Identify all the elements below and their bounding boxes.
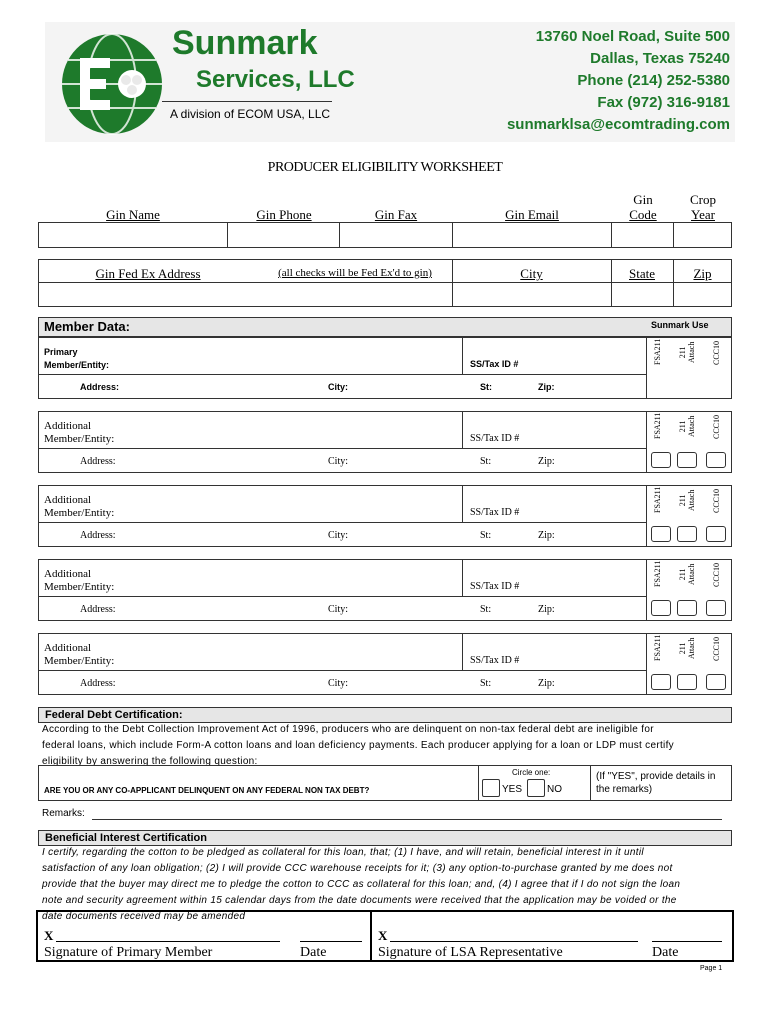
fedex-row-divider [38, 282, 732, 283]
company-address-block [507, 26, 730, 136]
question-col-div-2 [590, 765, 591, 801]
city-label-1: City: [328, 382, 348, 392]
member-entity-label-3-b: Member/Entity: [44, 507, 115, 519]
page-number: Page 1 [700, 965, 723, 972]
ccc10-checkbox-2[interactable] [706, 452, 726, 468]
phone-line: Phone (214) 252-5380 [577, 72, 730, 89]
member-row-4-use-div [646, 559, 647, 621]
gin-name-field[interactable] [38, 222, 228, 248]
member-row-1-divider [38, 374, 646, 375]
lsa-date-label: Date [652, 945, 679, 960]
zip-label-1: Zip: [538, 382, 555, 392]
federal-debt-title: Federal Debt Certification: [38, 707, 732, 723]
attach-col-label-4-a: 211 [678, 568, 687, 581]
member-row-2-ss-div [462, 411, 463, 448]
member-entity-label-1-a: Primary [44, 347, 78, 357]
member-entity-label-4-a: Additional [44, 568, 92, 580]
remarks-label: Remarks: [42, 808, 85, 819]
attach-checkbox-2[interactable] [677, 452, 697, 468]
member-data-header-bar [38, 317, 732, 337]
attach-col-label-4 [678, 564, 696, 585]
gin-phone-field[interactable] [227, 222, 340, 248]
address-label-2: Address: [80, 456, 116, 467]
address-label-5: Address: [80, 678, 116, 689]
email-line: sunmarklsa@ecomtrading.com [506, 116, 730, 133]
gin-fax-field[interactable] [339, 222, 453, 248]
attach-col-label-5 [678, 638, 696, 659]
city-header: City [520, 266, 543, 281]
member-entity-label-2-b: Member/Entity: [44, 433, 115, 445]
yes-note-line1: (If "YES", provide details in [596, 771, 716, 782]
member-row-2-divider [38, 448, 646, 449]
zip-label-5: Zip: [538, 678, 555, 689]
lsa-signature-line[interactable] [390, 941, 638, 942]
zip-header: Zip [693, 266, 712, 281]
circle-one-label: Circle one: [512, 768, 551, 777]
city-label-3: City: [328, 530, 349, 541]
fax-line: Fax (972) 316-9181 [597, 94, 730, 111]
zip-label-3: Zip: [538, 530, 555, 541]
member-entity-label-5-a: Additional [44, 642, 92, 654]
lsa-signature-label: Signature of LSA Representative [378, 945, 563, 960]
ccc10-col-label-5: CCC10 [712, 636, 721, 661]
federal-line-2: federal loans, which include Form-A cotton loans and loan deficiency payments. Each producer applying for a loan or LDP must certify [42, 740, 674, 751]
zip-label-4: Zip: [538, 604, 555, 615]
member-entity-field-2[interactable] [44, 413, 460, 447]
beneficial-line-1: I certify, regarding the cotton to be pledged as collateral for this loan, that; (1) I have, and will retain, beneficial interest in it until [42, 847, 644, 858]
beneficial-title: Beneficial Interest Certification [38, 830, 732, 846]
city-label-5: City: [328, 678, 349, 689]
ss-tax-label-1: SS/Tax ID # [470, 359, 519, 369]
city-label-2: City: [328, 456, 349, 467]
ccc10-col-label-1: CCC10 [712, 340, 721, 365]
fsa211-checkbox-3[interactable] [651, 526, 671, 542]
ccc10-checkbox-3[interactable] [706, 526, 726, 542]
member-entity-field-1[interactable] [44, 339, 460, 373]
attach-col-label-3-b: Attach [687, 489, 696, 511]
signature-divider [370, 910, 372, 962]
attach-col-label-1 [678, 342, 696, 363]
beneficial-line-5: date documents received may be amended [42, 911, 246, 922]
gin-fax-header: Gin Fax [374, 207, 418, 222]
fsa211-col-label-1: FSA211 [653, 338, 662, 365]
st-label-3: St: [480, 530, 492, 541]
ecom-globe-logo-icon [58, 30, 166, 138]
crop-year-field[interactable] [673, 222, 732, 248]
ccc10-col-label-3: CCC10 [712, 488, 721, 513]
ss-tax-label-2: SS/Tax ID # [470, 433, 520, 444]
st-label-2: St: [480, 456, 492, 467]
lsa-date-line[interactable] [652, 941, 722, 942]
primary-sign-x: X [44, 928, 54, 943]
member-row-4-ss-div [462, 559, 463, 596]
fsa211-col-label-2: FSA211 [653, 412, 662, 439]
fedex-address-header: Gin Fed Ex Address [95, 266, 201, 281]
primary-signature-line[interactable] [56, 941, 280, 942]
fedex-note: (all checks will be Fed Ex'd to gin) [278, 267, 432, 279]
federal-debt-text [42, 722, 732, 770]
crop-year-header-1: Crop [690, 192, 716, 207]
attach-col-label-4-b: Attach [687, 563, 696, 585]
yes-label: YES [502, 784, 523, 795]
member-row-5-ss-div [462, 633, 463, 670]
no-checkbox[interactable] [527, 779, 545, 797]
gin-code-header-2: Code [629, 207, 657, 222]
attach-checkbox-3[interactable] [677, 526, 697, 542]
fsa211-checkbox-2[interactable] [651, 452, 671, 468]
attach-col-label-3-a: 211 [678, 494, 687, 507]
primary-date-line[interactable] [300, 941, 362, 942]
federal-line-1: According to the Debt Collection Improvement Act of 1996, producers who are delinquent on non-tax federal debt are ineligible for [42, 724, 654, 735]
state-header: State [629, 266, 655, 281]
primary-date-label: Date [300, 945, 327, 960]
member-entity-label-1-b: Member/Entity: [44, 360, 110, 370]
ss-tax-label-4: SS/Tax ID # [470, 581, 520, 592]
zip-label-2: Zip: [538, 456, 555, 467]
gin-code-header-1: Gin [633, 192, 653, 207]
member-row-2-use-div [646, 411, 647, 473]
address-label-1: Address: [80, 382, 120, 392]
fsa211-col-label-4: FSA211 [653, 560, 662, 587]
member-row-3-use-div [646, 485, 647, 547]
company-name-line1: Sunmark [172, 24, 318, 62]
member-entity-label-5-b: Member/Entity: [44, 655, 115, 667]
yes-note-line2: the remarks) [596, 784, 653, 795]
ccc10-col-label-4: CCC10 [712, 562, 721, 587]
member-row-1-ss-div [462, 337, 463, 374]
member-row-5-use-div [646, 633, 647, 695]
beneficial-line-3: provide that the buyer may direct me to pledge the cotton to CCC as collateral for this loan; and, (4) I agree that if I do not sign the loan [42, 879, 681, 890]
gin-code-field[interactable] [611, 222, 674, 248]
ccc10-checkbox-4[interactable] [706, 600, 726, 616]
gin-name-header: Gin Name [106, 207, 160, 222]
beneficial-line-2: satisfaction of any loan obligation; (2) I will provide CCC warehouse receipts for it; (3) any option-to-purchase granted by me does not [42, 863, 673, 874]
question-col-div-1 [478, 765, 479, 801]
gin-email-field[interactable] [452, 222, 612, 248]
beneficial-line-4: note and security agreement within 15 calendar days from the date documents were received that the application may be voided or the [42, 895, 677, 906]
member-entity-label-2-a: Additional [44, 420, 92, 432]
city-label-4: City: [328, 604, 349, 615]
member-row-3-divider [38, 522, 646, 523]
address-label-4: Address: [80, 604, 116, 615]
member-row-3-ss-div [462, 485, 463, 522]
member-entity-label-3-a: Additional [44, 494, 92, 506]
yes-note [596, 770, 715, 796]
member-entity-label-4-b: Member/Entity: [44, 581, 115, 593]
attach-checkbox-5[interactable] [677, 674, 697, 690]
page-title: PRODUCER ELIGIBILITY WORKSHEET [267, 160, 503, 175]
division-text: A division of ECOM USA, LLC [170, 107, 331, 121]
attach-col-label-2-a: 211 [678, 420, 687, 433]
attach-col-label-5-a: 211 [678, 642, 687, 655]
sunmark-use-label: Sunmark Use [651, 320, 709, 330]
attach-col-label-5-b: Attach [687, 637, 696, 659]
fsa211-col-label-3: FSA211 [653, 486, 662, 513]
ss-tax-label-5: SS/Tax ID # [470, 655, 520, 666]
attach-col-label-1-b: Attach [687, 341, 696, 363]
logo-divider [162, 101, 332, 102]
federal-line-3: eligibility by answering the following question: [42, 756, 258, 767]
ccc10-col-label-2: CCC10 [712, 414, 721, 439]
fsa211-checkbox-5[interactable] [651, 674, 671, 690]
member-row-4-divider [38, 596, 646, 597]
address-line1: 13760 Noel Road, Suite 500 [535, 28, 730, 45]
fsa211-col-label-5: FSA211 [653, 634, 662, 661]
fsa211-checkbox-4[interactable] [651, 600, 671, 616]
primary-signature-label: Signature of Primary Member [44, 945, 213, 960]
gin-email-header: Gin Email [505, 207, 559, 222]
lsa-sign-x: X [378, 928, 388, 943]
yes-checkbox[interactable] [482, 779, 500, 797]
member-entity-field-5[interactable] [44, 635, 460, 669]
attach-checkbox-4[interactable] [677, 600, 697, 616]
attach-col-label-2-b: Attach [687, 415, 696, 437]
ccc10-checkbox-5[interactable] [706, 674, 726, 690]
member-row-5-divider [38, 670, 646, 671]
remarks-line[interactable] [92, 819, 722, 820]
st-label-1: St: [480, 382, 492, 392]
address-line2: Dallas, Texas 75240 [590, 50, 730, 67]
delinquent-question: ARE YOU OR ANY CO-APPLICANT DELINQUENT ON ANY FEDERAL NON TAX DEBT? [44, 786, 370, 795]
st-label-4: St: [480, 604, 492, 615]
attach-col-label-1-a: 211 [678, 346, 687, 359]
gin-phone-header: Gin Phone [256, 207, 312, 222]
no-label: NO [547, 784, 562, 795]
address-label-3: Address: [80, 530, 116, 541]
crop-year-header-2: Year [691, 207, 715, 222]
ss-tax-label-3: SS/Tax ID # [470, 507, 520, 518]
attach-col-label-2 [678, 416, 696, 437]
member-data-title: Member Data: [44, 319, 130, 334]
st-label-5: St: [480, 678, 492, 689]
member-entity-field-3[interactable] [44, 487, 460, 521]
company-name-line2: Services, LLC [196, 66, 355, 93]
attach-col-label-3 [678, 490, 696, 511]
member-entity-field-4[interactable] [44, 561, 460, 595]
member-row-1-use-div [646, 337, 647, 399]
